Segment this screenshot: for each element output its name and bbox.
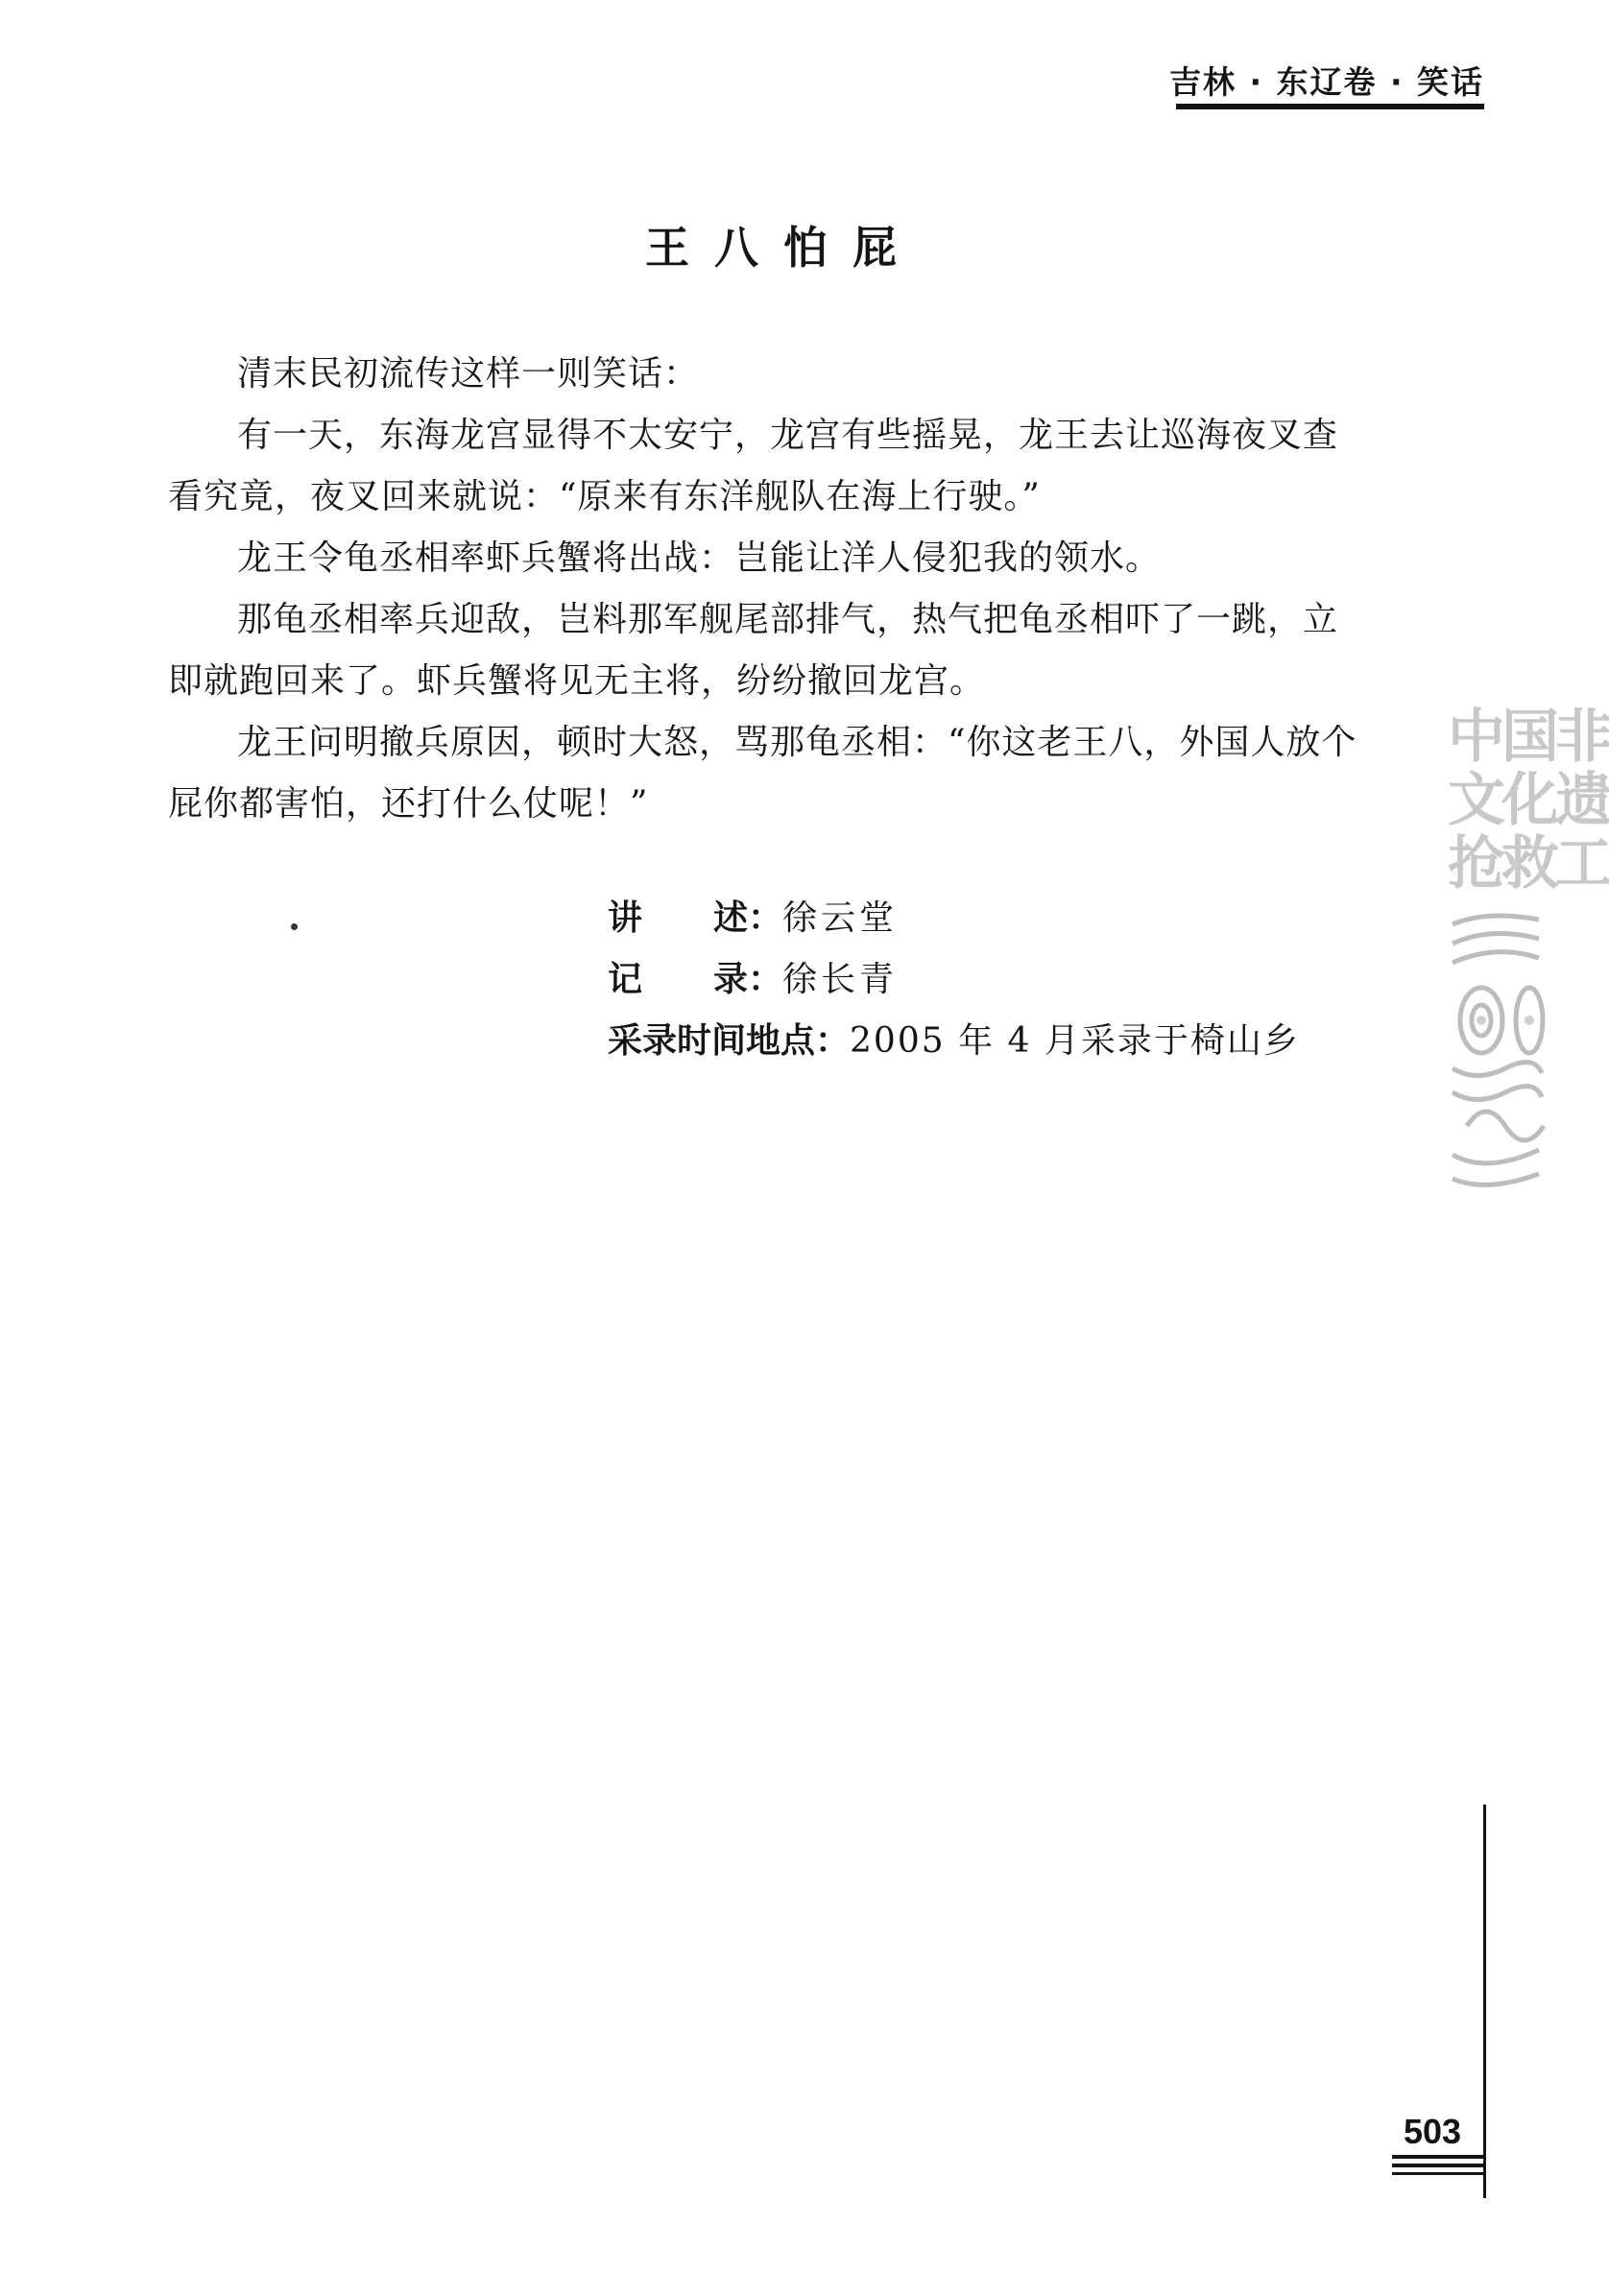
- story-paragraph: 有一天，东海龙宫显得不太安宁，龙宫有些摇晃，龙王去让巡海夜叉查看究竟，夜叉回来就说：“原来有东洋舰队在海上行驶。”: [168, 416, 1339, 516]
- recorder-row: [608, 949, 1300, 1011]
- narrator-row: [608, 888, 1300, 949]
- side-tab-line: 抢救工: [1448, 830, 1609, 897]
- recorder-label: [608, 949, 782, 1011]
- credits-block: [608, 888, 1300, 1072]
- time-place-label: 采录时间地点：: [608, 1021, 851, 1061]
- right-margin-rule: [1483, 1805, 1486, 2198]
- recorder-label-a: 记: [608, 960, 643, 999]
- time-place-value: 2005 年 4 月采录于椅山乡: [850, 1021, 1300, 1061]
- side-tab-line: 文化遗: [1448, 767, 1609, 834]
- narrator-label: [608, 888, 782, 949]
- story-paragraph: 清末民初流传这样一则笑话：: [237, 354, 700, 394]
- story-paragraph: 龙王问明撤兵原因，顿时大怒，骂那龟丞相：“你这老王八，外国人放个屁你都害怕，还打什么仗呢！”: [168, 723, 1357, 824]
- running-header: 吉林 · 东辽卷 · 笑话: [1168, 63, 1484, 101]
- story-paragraph: 那龟丞相率兵迎敌，岂料那军舰尾部排气，热气把龟丞相吓了一跳，立即就跑回来了。虾兵蟹将见无主将，纷纷撤回龙宫。: [168, 600, 1339, 701]
- story-paragraph: 龙王令龟丞相率虾兵蟹将出战：岂能让洋人侵犯我的领水。: [237, 538, 1162, 578]
- page-number: 503: [1404, 2112, 1462, 2151]
- stray-dot: [291, 923, 298, 930]
- narrator-label-a: 讲: [608, 898, 643, 938]
- decorative-mask-icon: [1448, 905, 1542, 1193]
- header-rule: [1176, 104, 1484, 109]
- time-place-row: [608, 1011, 1300, 1072]
- page-number-rule: [1392, 2164, 1483, 2167]
- page-number-rule: [1392, 2172, 1483, 2175]
- page-number-rule: [1392, 2155, 1483, 2159]
- recorder-name: 徐长青: [782, 960, 899, 999]
- side-tab-line: 中国非: [1448, 704, 1609, 771]
- story-title: 王八怕屁: [645, 222, 922, 274]
- story-body: [168, 344, 1358, 835]
- narrator-label-b: 述：: [712, 898, 782, 938]
- side-tab-emblem: [1448, 704, 1609, 1224]
- recorder-label-b: 录：: [712, 960, 782, 999]
- narrator-name: 徐云堂: [782, 898, 899, 938]
